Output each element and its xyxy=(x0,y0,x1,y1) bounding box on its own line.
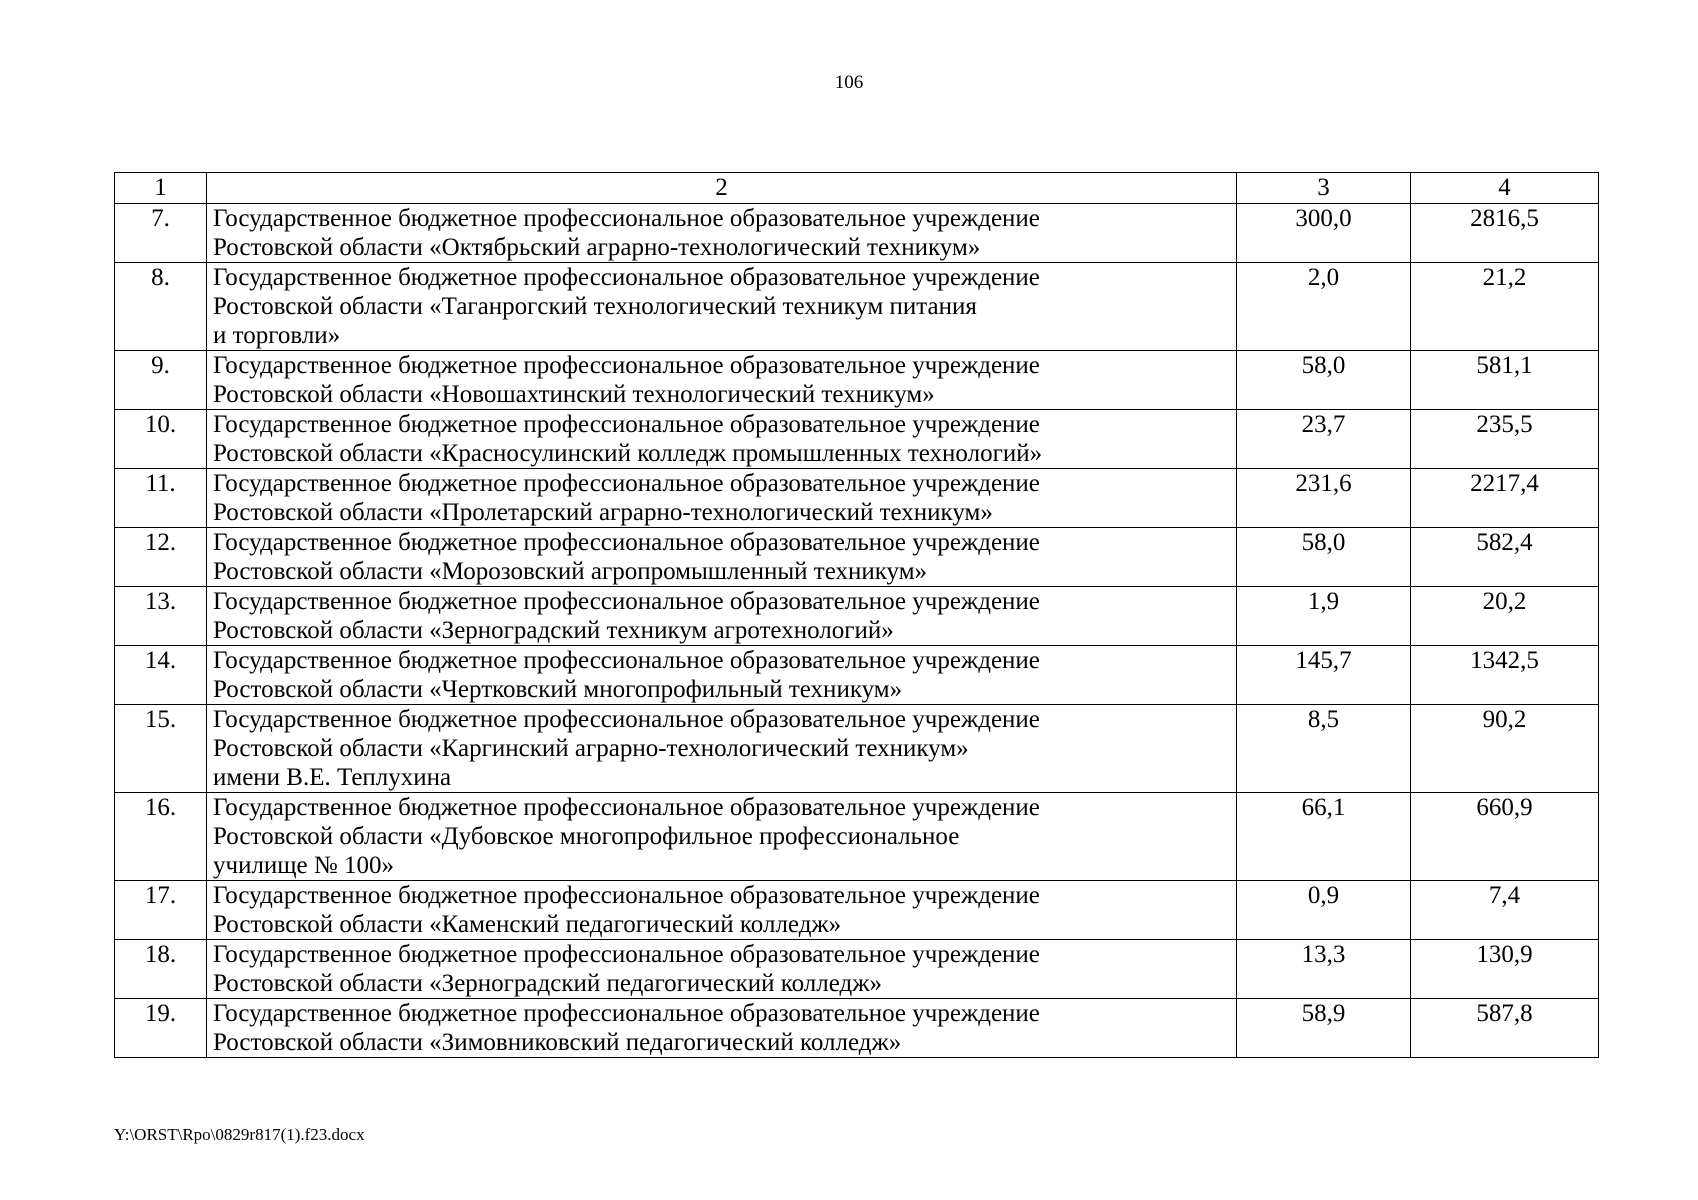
row-number: 15. xyxy=(115,705,207,793)
institution-name xyxy=(207,204,1237,263)
institution-name-line: Государственное бюджетное профессиональное образовательное учреждение xyxy=(213,647,1040,674)
table-row xyxy=(115,881,1599,940)
value-column-4: 582,4 xyxy=(1411,528,1599,587)
institution-name-line: Государственное бюджетное профессиональное образовательное учреждение xyxy=(213,529,1040,556)
value-column-3: 58,9 xyxy=(1237,999,1411,1058)
table-row xyxy=(115,940,1599,999)
table-row xyxy=(115,469,1599,528)
institution-name-line: Ростовской области «Новошахтинский технологический техникум» xyxy=(213,381,935,408)
page-number: 106 xyxy=(834,72,864,93)
value-column-4: 2217,4 xyxy=(1411,469,1599,528)
institution-name-line: Государственное бюджетное профессиональное образовательное учреждение xyxy=(213,706,1040,733)
value-column-3: 23,7 xyxy=(1237,410,1411,469)
table-body xyxy=(115,204,1599,1058)
value-column-3: 231,6 xyxy=(1237,469,1411,528)
table-row xyxy=(115,793,1599,881)
table-header-row xyxy=(115,173,1599,204)
value-column-3: 58,0 xyxy=(1237,351,1411,410)
institution-name-line: Ростовской области «Морозовский агропромышленный техникум» xyxy=(213,558,928,585)
value-column-4: 20,2 xyxy=(1411,587,1599,646)
column-header-2: 2 xyxy=(207,173,1237,204)
table-row xyxy=(115,528,1599,587)
table-row xyxy=(115,410,1599,469)
column-header-1: 1 xyxy=(115,173,207,204)
row-number: 16. xyxy=(115,793,207,881)
institution-name-line: Ростовской области «Зимовниковский педагогический колледж» xyxy=(213,1029,902,1056)
institution-name-line: Государственное бюджетное профессиональное образовательное учреждение xyxy=(213,1000,1040,1027)
institution-name-line: училище № 100» xyxy=(213,852,395,879)
value-column-4: 581,1 xyxy=(1411,351,1599,410)
institution-name-line: и торговли» xyxy=(213,322,341,349)
value-column-3: 145,7 xyxy=(1237,646,1411,705)
institution-name xyxy=(207,587,1237,646)
institution-name xyxy=(207,469,1237,528)
institution-name-line: Ростовской области «Зерноградский техникум агротехнологий» xyxy=(213,617,894,644)
institution-name-line: Ростовской области «Дубовское многопрофильное профессиональное xyxy=(213,823,960,850)
table-row xyxy=(115,204,1599,263)
row-number: 11. xyxy=(115,469,207,528)
value-column-4: 21,2 xyxy=(1411,263,1599,351)
value-column-4: 2816,5 xyxy=(1411,204,1599,263)
institution-name xyxy=(207,705,1237,793)
institution-name-line: Государственное бюджетное профессиональное образовательное учреждение xyxy=(213,411,1040,438)
institution-name-line: Государственное бюджетное профессиональное образовательное учреждение xyxy=(213,588,1040,615)
value-column-3: 1,9 xyxy=(1237,587,1411,646)
value-column-3: 300,0 xyxy=(1237,204,1411,263)
institution-name-line: имени В.Е. Теплухина xyxy=(213,764,452,791)
value-column-3: 13,3 xyxy=(1237,940,1411,999)
value-column-4: 7,4 xyxy=(1411,881,1599,940)
value-column-4: 90,2 xyxy=(1411,705,1599,793)
value-column-4: 130,9 xyxy=(1411,940,1599,999)
column-header-3: 3 xyxy=(1237,173,1411,204)
institution-name xyxy=(207,940,1237,999)
institution-name-line: Государственное бюджетное профессиональное образовательное учреждение xyxy=(213,882,1040,909)
row-number: 14. xyxy=(115,646,207,705)
row-number: 12. xyxy=(115,528,207,587)
table-row xyxy=(115,263,1599,351)
table-row xyxy=(115,646,1599,705)
row-number: 17. xyxy=(115,881,207,940)
institution-name xyxy=(207,263,1237,351)
institution-name-line: Государственное бюджетное профессиональное образовательное учреждение xyxy=(213,352,1040,379)
institution-name-line: Ростовской области «Пролетарский аграрно-технологический техникум» xyxy=(213,499,993,526)
institution-name xyxy=(207,999,1237,1058)
value-column-4: 1342,5 xyxy=(1411,646,1599,705)
institution-name-line: Ростовской области «Октябрьский аграрно-технологический техникум» xyxy=(213,234,981,261)
row-number: 10. xyxy=(115,410,207,469)
value-column-3: 66,1 xyxy=(1237,793,1411,881)
table-row xyxy=(115,587,1599,646)
row-number: 7. xyxy=(115,204,207,263)
value-column-3: 58,0 xyxy=(1237,528,1411,587)
column-header-4: 4 xyxy=(1411,173,1599,204)
institution-name-line: Ростовской области «Каменский педагогический колледж» xyxy=(213,911,842,938)
institution-name-line: Государственное бюджетное профессиональное образовательное учреждение xyxy=(213,794,1040,821)
institution-name xyxy=(207,646,1237,705)
institution-name-line: Ростовской области «Красносулинский колледж промышленных технологий» xyxy=(213,440,1043,467)
row-number: 19. xyxy=(115,999,207,1058)
institution-name xyxy=(207,793,1237,881)
institution-name xyxy=(207,351,1237,410)
table-row xyxy=(115,705,1599,793)
value-column-4: 660,9 xyxy=(1411,793,1599,881)
institution-name-line: Государственное бюджетное профессиональное образовательное учреждение xyxy=(213,470,1040,497)
row-number: 9. xyxy=(115,351,207,410)
data-table xyxy=(114,172,1599,1058)
value-column-4: 587,8 xyxy=(1411,999,1599,1058)
institution-name-line: Ростовской области «Каргинский аграрно-технологический техникум» xyxy=(213,735,969,762)
row-number: 13. xyxy=(115,587,207,646)
value-column-4: 235,5 xyxy=(1411,410,1599,469)
row-number: 18. xyxy=(115,940,207,999)
footer-file-path: Y:\ORST\Rpo\0829r817(1).f23.docx xyxy=(114,1125,365,1144)
table-row xyxy=(115,999,1599,1058)
institution-name xyxy=(207,410,1237,469)
institution-name-line: Ростовской области «Таганрогский технологический техникум питания xyxy=(213,293,977,320)
value-column-3: 2,0 xyxy=(1237,263,1411,351)
institution-name-line: Государственное бюджетное профессиональное образовательное учреждение xyxy=(213,264,1040,291)
value-column-3: 0,9 xyxy=(1237,881,1411,940)
institution-name-line: Государственное бюджетное профессиональное образовательное учреждение xyxy=(213,205,1040,232)
institution-name xyxy=(207,528,1237,587)
institution-name xyxy=(207,881,1237,940)
institution-name-line: Ростовской области «Зерноградский педагогический колледж» xyxy=(213,970,883,997)
institution-name-line: Государственное бюджетное профессиональное образовательное учреждение xyxy=(213,941,1040,968)
value-column-3: 8,5 xyxy=(1237,705,1411,793)
row-number: 8. xyxy=(115,263,207,351)
table-row xyxy=(115,351,1599,410)
institution-name-line: Ростовской области «Чертковский многопрофильный техникум» xyxy=(213,676,903,703)
